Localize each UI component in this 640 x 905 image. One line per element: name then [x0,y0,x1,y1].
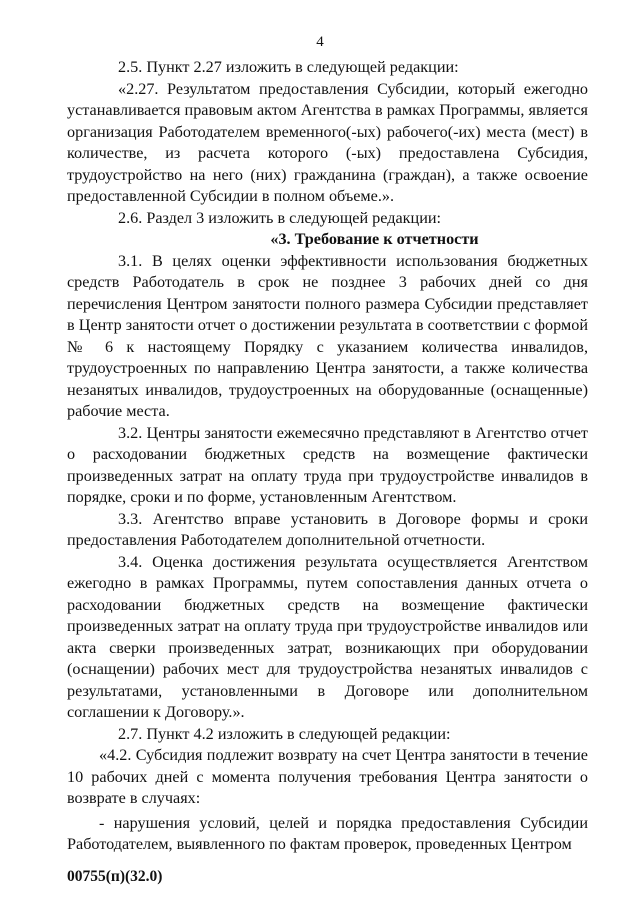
paragraph-3-4: 3.4. Оценка достижения результата осуществляется Агентством ежегодно в рамках Программы, путем сопоставления данных отчета о расходовании бюджетных средств на возмещение фактически произведенных затрат на оплату труда при трудоустройстве инвалидов или акта сверки произведенных затрат, возникающих при оборудовании (оснащении) рабочих мест для трудоустройства незанятых инвалидов с результатами, установленными в Договоре или дополнительном соглашении к Договору.». [67,552,588,721]
paragraph-2-27: «2.27. Результатом предоставления Субсидии, который ежегодно устанавливается правовым актом Агентства в рамках Программы, является организация Работодателем временного(-ых) рабочего(-их) места (мест) в количестве, из расчета которого (-ых) предоставлена Субсидия, трудоустройство на него (них) гражданина (граждан), а также освоение предоставленной Субсидии в полном объеме.». [67,79,588,205]
paragraph-2-7: 2.7. Пункт 4.2 изложить в следующей редакции: [118,724,451,743]
paragraph-3-3: 3.3. Агентство вправе установить в Договоре формы и сроки предоставления Работодателем дополнительной отчетности. [67,509,588,549]
paragraph-violation: - нарушения условий, целей и порядка предоставления Субсидии Работодателем, выявленного по фактам проверок, проведенных Центром [67,813,588,853]
document-code: 00755(п)(32.0) [67,868,163,885]
section-heading: «3. Требование к отчетности [270,230,479,248]
paragraph-4-2: «4.2. Субсидия подлежит возврату на счет Центра занятости в течение 10 рабочих дней с момента получения требования Центра занятости о возврате в случаях: [67,746,588,807]
paragraph-3-1: 3.1. В целях оценки эффективности использования бюджетных средств Работодатель в срок не позднее 3 рабочих дней со дня перечисления Центром занятости полного размера Субсидии представляет в Центр занятости отчет о достижении результата в соответствии с формой № 6 к настоящему Порядку с указанием количества инвалидов, трудоустроенных по направлению Центра занятости, а также количества незанятых инвалидов, трудоустроенных на оборудованные (оснащенные) рабочие места. [67,251,588,420]
paragraph-2-6: 2.6. Раздел 3 изложить в следующей редакции: [118,208,442,227]
document-body [67,57,588,856]
page-number: 4 [316,34,324,50]
paragraph-3-2: 3.2. Центры занятости ежемесячно представляют в Агентство отчет о расходовании бюджетных средств на возмещение фактически произведенных затрат на оплату труда при трудоустройстве инвалидов в порядке, сроки и по форме, установленным Агентством. [67,423,588,506]
paragraph-2-5: 2.5. Пункт 2.27 изложить в следующей редакции: [118,58,459,76]
